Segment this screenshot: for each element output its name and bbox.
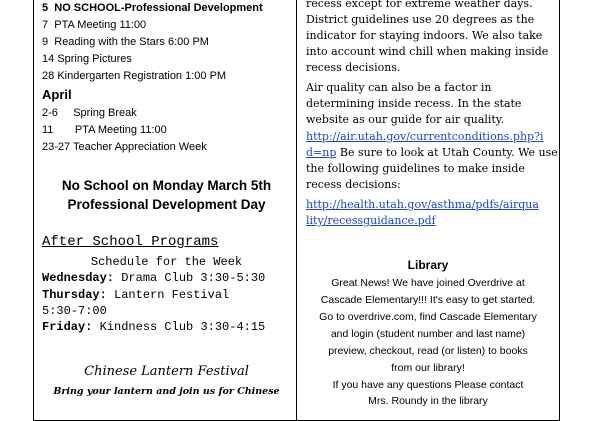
after-school-item: Wednesday: Drama Club 3:30-5:30 xyxy=(42,271,266,285)
recess-guidance-link-continued[interactable]: lity/recessguidance.pdf xyxy=(306,214,436,227)
month-heading-april: April xyxy=(42,87,72,102)
air-quality-link-continued[interactable]: d=np xyxy=(306,146,337,159)
calendar-event: 7 PTA Meeting 11:00 xyxy=(42,19,147,31)
lantern-festival-subtext: Bring your lantern and join us for Chinese xyxy=(53,386,280,397)
calendar-event: 14 Spring Pictures xyxy=(42,53,132,65)
after-school-item-continued: 5:30-7:00 xyxy=(42,304,107,318)
library-text-line: from our library! xyxy=(391,362,465,374)
after-school-item: Friday: Kindness Club 3:30-4:15 xyxy=(42,320,266,334)
after-school-subheading: Schedule for the Week xyxy=(90,255,243,269)
calendar-event: 2-6 Spring Break xyxy=(42,107,137,119)
lantern-festival-heading: Chinese Lantern Festival xyxy=(84,364,249,379)
calendar-event: 11 PTA Meeting 11:00 xyxy=(42,124,167,136)
after-school-item: Thursday: Lantern Festival xyxy=(42,288,230,302)
air-quality-link[interactable]: http://air.utah.gov/currentconditions.php?i xyxy=(306,130,544,143)
recess-text-line: District guidelines use 20 degrees as the xyxy=(306,13,535,26)
recess-text-line: recess decisions. xyxy=(306,61,401,74)
library-heading: Library xyxy=(407,258,449,272)
recess-text-line: d=np Be sure to look at Utah County. We use xyxy=(306,146,558,159)
library-text-line: Mrs. Roundy in the library xyxy=(368,395,488,407)
after-school-heading: After School Programs xyxy=(42,234,219,250)
library-text-line: Go to overdrive.com, find Cascade Elementary xyxy=(319,311,537,323)
calendar-event: 9 Reading with the Stars 6:00 PM xyxy=(42,36,209,48)
no-school-notice-line2: Professional Development Day xyxy=(67,197,266,212)
recess-text-line: determining inside recess. In the state xyxy=(306,97,522,110)
no-school-notice-line1: No School on Monday March 5th xyxy=(61,178,272,193)
library-text-line: If you have any questions Please contact xyxy=(332,379,524,391)
recess-text-line: indicator for staying indoors. We also take xyxy=(306,29,543,42)
recess-text-line: the following guidelines to make inside xyxy=(306,162,525,175)
calendar-event: 28 Kindergarten Registration 1:00 PM xyxy=(42,70,227,82)
right-column xyxy=(296,0,560,421)
left-column xyxy=(33,0,300,421)
library-text-line: Great News! We have joined Overdrive at xyxy=(331,277,525,289)
library-text-line: preview, checkout, read (or listen) to books xyxy=(328,345,528,357)
library-text-line: and login (student number and last name) xyxy=(330,328,526,340)
calendar-event: 23-27 Teacher Appreciation Week xyxy=(42,141,207,153)
recess-text-line: into account wind chill when making inside xyxy=(306,45,549,58)
recess-text-line: website as our guide for air quality. xyxy=(306,113,505,126)
recess-text-line: recess except for extreme weather days. xyxy=(306,0,533,10)
recess-text-line: recess decisions: xyxy=(306,178,401,191)
calendar-event: 5 NO SCHOOL-Professional Development xyxy=(42,2,263,14)
library-text-line: Cascade Elementary!!! It's easy to get started. xyxy=(320,294,536,306)
recess-text-line: Air quality can also be a factor in xyxy=(306,81,492,94)
recess-guidance-link[interactable]: http://health.utah.gov/asthma/pdfs/airqua xyxy=(306,198,539,211)
